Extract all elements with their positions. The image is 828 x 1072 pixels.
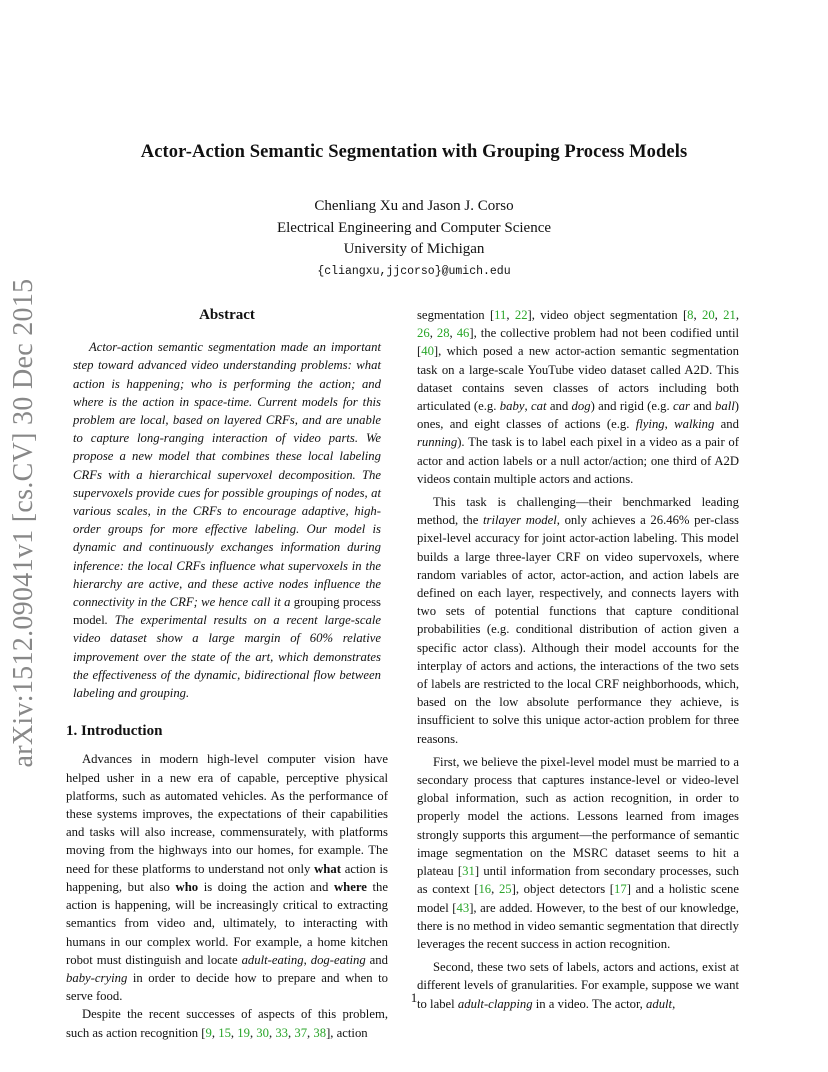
intro-paragraph-1: Advances in modern high-level computer vision have helped usher in a new era of capable, perceptive physical platforms, such as automated vehicles. As the performance of these systems improves, the expectations of their capabilities and tasks will also increase, commensurately, with platforms moving from the highways into our homes, for example. The need for these platforms to understand not only what action is happening, but also who is doing the action and where the action is happening, will be increasingly critical to extracting semantics from video and, ultimately, to interacting with humans in our complex world. For example, a home kitchen robot must distinguish and locate adult-eating, dog-eating and baby-crying in order to decide how to prepare and when to serve food. bbox=[66, 752, 388, 1004]
section-heading-introduction: 1. Introduction bbox=[66, 723, 163, 740]
author-names: Chenliang Xu and Jason J. Corso bbox=[314, 198, 514, 214]
intro-paragraph-5: Second, these two sets of labels, actors and actions, exist at different levels of granularities. For example, suppose we want to label adult-clapping in a video. The actor, adult, bbox=[417, 960, 739, 1011]
citation-link[interactable]: 33 bbox=[275, 1025, 288, 1040]
citation-link[interactable]: 19 bbox=[237, 1025, 250, 1040]
citation-link[interactable]: 46 bbox=[456, 326, 470, 341]
citation-link[interactable]: 30 bbox=[256, 1025, 269, 1040]
author-block bbox=[0, 196, 828, 282]
paper-title: Actor-Action Semantic Segmentation with Grouping Process Models bbox=[140, 142, 688, 162]
abstract-heading: Abstract bbox=[199, 307, 255, 323]
citation-link[interactable]: 11 bbox=[494, 308, 507, 322]
citation-link[interactable]: 28 bbox=[436, 326, 450, 341]
citation-link[interactable]: 22 bbox=[514, 308, 528, 322]
citation-link[interactable]: 31 bbox=[462, 864, 475, 879]
intro-paragraph-2-continued: segmentation [11, 22], video object segmentation [8, 20, 21, 26, 28, 46], the collective problem had not been codified until [40], which posed a new actor-action semantic segmentation task on a large-scale YouTube video dataset called A2D. This dataset contains seven classes of actors including both articulated (e.g. baby, cat and dog) and rigid (e.g. car and ball) ones, and eight classes of actions (e.g. flying, walking and running). The task is to label each pixel in a video as a pair of actor and action labels or a null actor/action; one third of A2D videos contain multiple actors and actions. bbox=[417, 308, 740, 486]
citation-link[interactable]: 38 bbox=[313, 1025, 327, 1040]
citation-link[interactable]: 20 bbox=[701, 308, 715, 322]
author-university: University of Michigan bbox=[343, 241, 485, 257]
citation-link[interactable]: 43 bbox=[456, 900, 470, 915]
citation-link[interactable]: 37 bbox=[294, 1025, 308, 1040]
arxiv-identifier: arXiv:1512.09041v1 [cs.CV] 30 Dec 2015 bbox=[8, 278, 39, 767]
left-column bbox=[66, 306, 388, 1042]
abstract-text: Actor-action semantic segmentation made an important step toward advanced video understanding problems: what action is happening; who is performing the action; and where is the action in space-time. Current models for this problem are local, based on layered CRFs, and are unable to capture long-ranging interaction of video parts. We propose a new model that combines these local labeling CRFs with a hierarchical supervoxel decomposition. The supervoxels provide cues for possible groupings of nodes, at various scales, in the CRFs to encourage adaptive, high-order groups for more effective labeling. Our model is dynamic and continuously exchanges information during inference: the local CRFs influence what supervoxels in the hierarchy are active, and these active nodes influence the connectivity in the CRF; we hence call it a grouping process model. The experimental results on a recent large-scale video dataset show a large margin of 60% relative improvement over the state of the art, which demonstrates the effectiveness of the dynamic, bidirectional flow between labeling and grouping. bbox=[73, 340, 381, 701]
citation-link[interactable]: 15 bbox=[218, 1025, 231, 1040]
citation-link[interactable]: 17 bbox=[614, 882, 627, 897]
intro-paragraph-2: Despite the recent successes of aspects of this problem, such as action recognition [9, 15, 19, 30, 33, 37, 38], action bbox=[66, 1007, 388, 1040]
citation-link[interactable]: 40 bbox=[421, 344, 434, 359]
right-column bbox=[417, 306, 739, 1013]
page-number: 1 bbox=[410, 990, 418, 1005]
citation-link[interactable]: 21 bbox=[723, 308, 736, 322]
author-department: Electrical Engineering and Computer Science bbox=[276, 219, 552, 236]
citation-link[interactable]: 26 bbox=[417, 326, 430, 341]
author-email: {cliangxu,jjcorso}@umich.edu bbox=[317, 264, 511, 278]
arxiv-stamp bbox=[4, 278, 44, 767]
intro-paragraph-4: First, we believe the pixel-level model must be married to a secondary process that captures instance-level or video-level global information, such as action recognition, in order to properly model the actions. Lessons learned from images strongly supports this argument—the performance of semantic image segmentation on the MSRC dataset seems to hit a plateau [31] until information from secondary processes, such as context [16, 25], object detectors [17] and a holistic scene model [43], are added. However, to the best of our knowledge, there is no method in video semantic segmentation that directly leverages the recent success in action recognition. bbox=[417, 754, 740, 951]
citation-link[interactable]: 9 bbox=[205, 1025, 212, 1040]
citation-link[interactable]: 16 bbox=[478, 882, 492, 897]
citation-link[interactable]: 8 bbox=[687, 308, 694, 322]
intro-paragraph-3: This task is challenging—their benchmarked leading method, the trilayer model, only achieves a 26.46% per-class pixel-level accuracy for joint actor-action labeling. This model builds a large three-layer CRF on video supervoxels, where random variables of actor, actor-action, and action labels are defined on each layer, respectively, and connects layers with two sets of potential functions that capture conditional probabilities (e.g. conditional distribution of action given a specific actor class). Although their model accounts for the interplay of actors and actions, the interactions of the two sets of labels are restricted to the local CRF neighborhoods, which, based on the low absolute performance they achieve, is insufficient to solve this unique actor-action problem for three reasons. bbox=[417, 495, 739, 746]
citation-link[interactable]: 25 bbox=[498, 882, 512, 897]
